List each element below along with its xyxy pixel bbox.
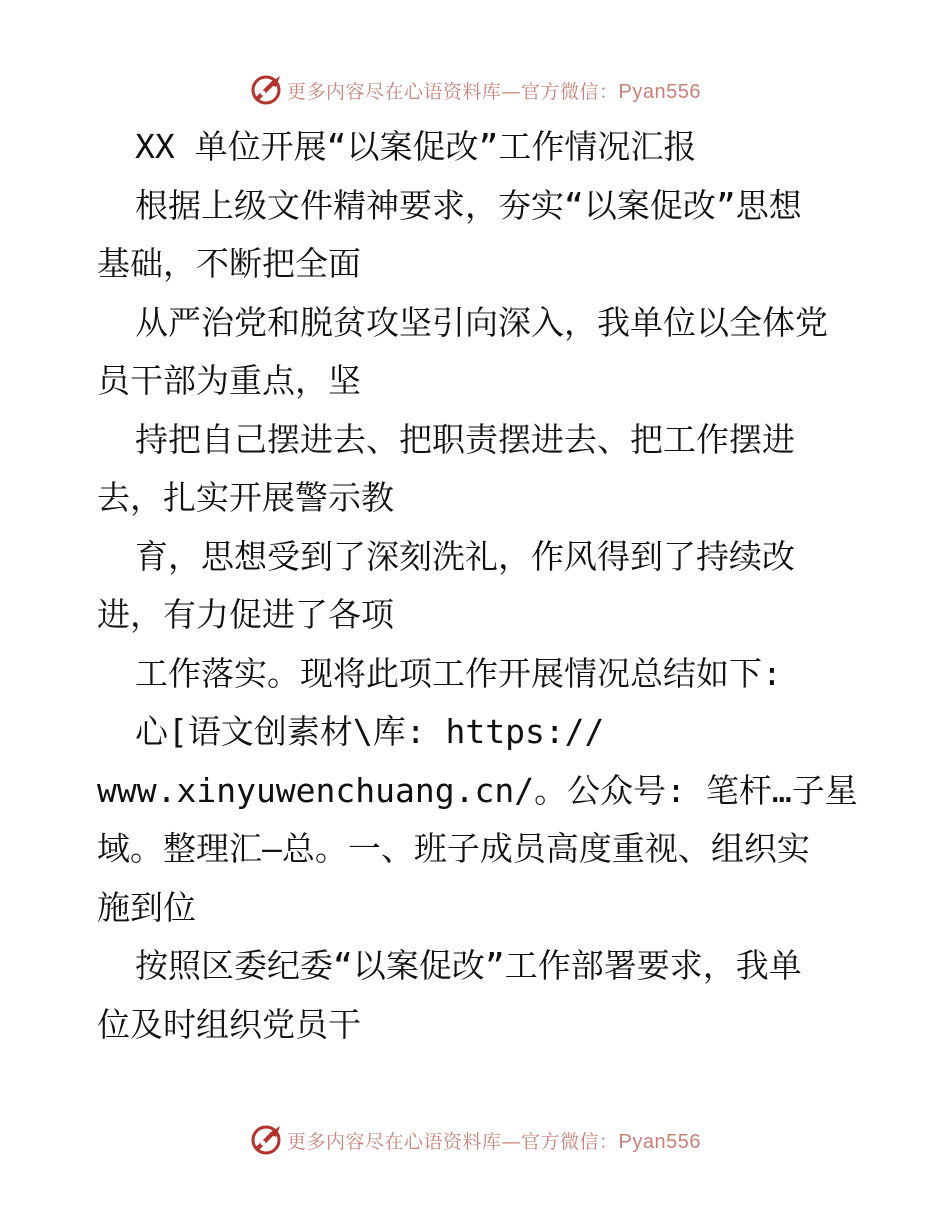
header-banner	[0, 70, 950, 110]
text-line: 基础，不断把全面	[97, 244, 361, 283]
text-line: 育，思想受到了深刻洗礼，作风得到了持续改	[135, 536, 795, 576]
banner-text: 更多内容尽在心语资料库—官方微信：Pyan556	[287, 1130, 701, 1153]
footer-banner	[0, 1120, 950, 1160]
document-body	[97, 118, 857, 1054]
text-line: 按照区委纪委“以案促改”工作部署要求，我单	[135, 946, 802, 985]
text-line: 从严治党和脱贫攻坚引向深入，我单位以全体党	[135, 302, 828, 342]
text-line: 施到位	[97, 887, 196, 927]
text-line: 位及时组织党员干	[97, 1004, 361, 1044]
text-line: 根据上级文件精神要求，夯实“以案促改”思想	[135, 185, 802, 225]
text-line: 去，扎实开展警示教	[97, 478, 394, 517]
quill-logo-icon	[249, 73, 283, 107]
text-line: www.xinyuwenchuang.cn/。公众号: 笔杆…子星	[97, 770, 858, 810]
wechat-id: Pyan556	[618, 80, 701, 103]
text-line: 心[语文创素材\库: https://	[135, 712, 605, 751]
text-line: 域。整理汇—总。一、班子成员高度重视、组织实	[97, 829, 810, 868]
text-line: XX 单位开展“以案促改”工作情况汇报	[135, 127, 697, 166]
quill-logo-icon	[249, 1123, 283, 1157]
text-line: 员干部为重点，坚	[97, 361, 361, 400]
text-line: 工作落实。现将此项工作开展情况总结如下:	[135, 653, 782, 693]
banner-text: 更多内容尽在心语资料库—官方微信：Pyan556	[287, 80, 701, 103]
wechat-id: Pyan556	[618, 1130, 701, 1153]
text-line: 持把自己摆进去、把职责摆进去、把工作摆进	[135, 419, 795, 459]
text-line: 进，有力促进了各项	[97, 595, 394, 634]
